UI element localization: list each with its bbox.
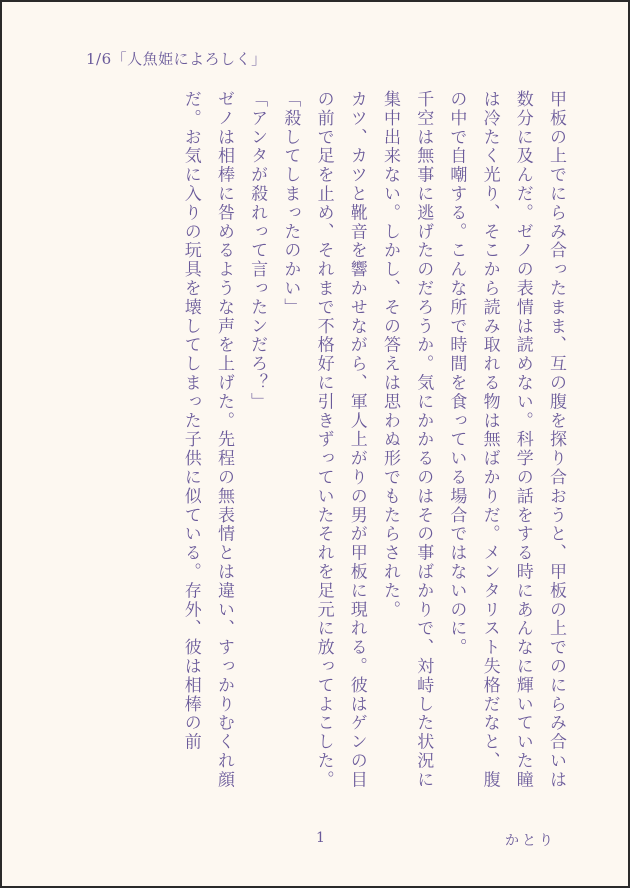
author-name: かとり [505,833,556,849]
dialogue-line: 「殺してしまったのかい」 [280,90,301,317]
dialogue-line: 「アンタが殺れって言ったンだろ？」 [247,90,268,412]
paragraph: カツ、カツと靴音を響かせながら、軍人上がりの男が甲板に現れる。彼はゲンの目の前で足を止め、それまで不格好に引きずっていたそれを足元に放ってよこした。 [313,90,367,790]
page-number: 1 [316,830,325,846]
page-header: 1/6「人魚姫によろしく」 [86,50,267,68]
paragraph: 千空は無事に逃げたのだろうか。気にかかるのはその事ばかりで、対峙した状況に集中出来ない。しかし、その答えは思わぬ形でもたらされた。 [379,90,434,790]
paragraph: 甲板の上でにらみ合ったまま、互の腹を探り合おうと、甲板の上でのにらみ合いは数分に及んだ。ゼノの表情は読めない。科学の話をする時にあんなに輝いていた瞳は冷たく光り、そこから読み取れる物は無ばかりだ。メンタリスト失格だなと、腹の中で自嘲する。こんな所で時間を食っている場合ではないのに。 [446,90,566,790]
body-text [174,90,572,802]
paragraph: ゼノは相棒に咎めるような声を上げた。先程の無表情とは違い、すっかりむくれ顔だ。お気に入りの玩具を壊してしまった子供に似ている。存外、彼は相棒の前 [180,90,234,790]
